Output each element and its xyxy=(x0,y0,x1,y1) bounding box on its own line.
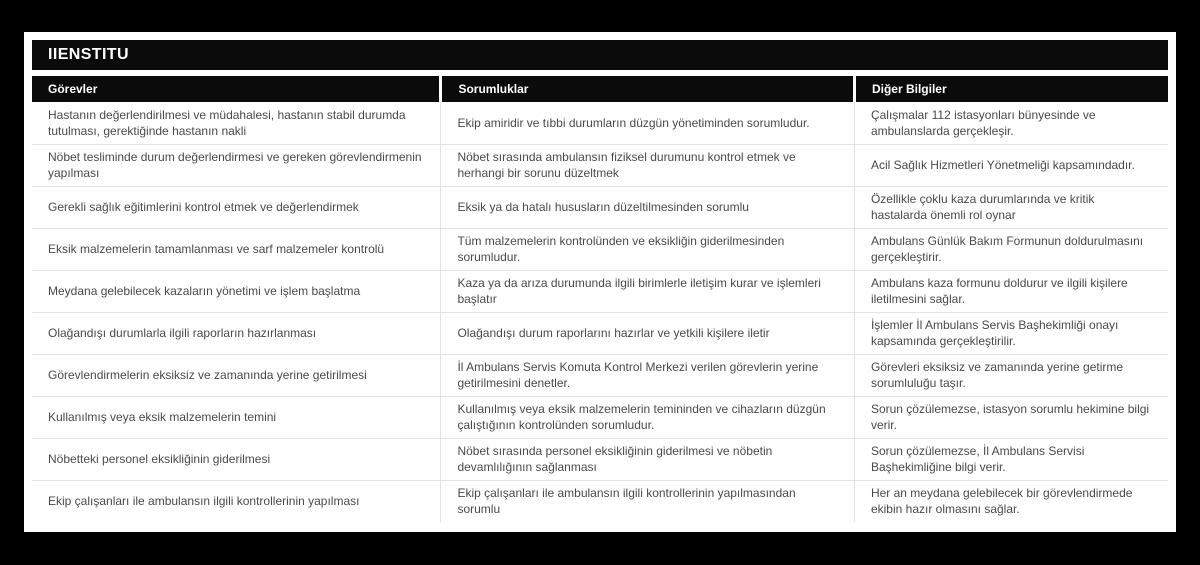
cell-diger-bilgiler: Ambulans Günlük Bakım Formunun doldurulmasını gerçekleştirir. xyxy=(854,228,1168,270)
column-header-gorevler: Görevler xyxy=(32,76,441,102)
table-row xyxy=(32,228,1168,270)
cell-sorumluklar: Nöbet sırasında ambulansın fiziksel durumunu kontrol etmek ve herhangi bir sorunu düzeltmek xyxy=(441,144,855,186)
table-row xyxy=(32,144,1168,186)
window-panel xyxy=(24,32,1176,532)
table-row xyxy=(32,396,1168,438)
app-title-bar xyxy=(32,40,1168,70)
table-row xyxy=(32,102,1168,144)
cell-diger-bilgiler: Sorun çözülemezse, istasyon sorumlu hekimine bilgi verir. xyxy=(854,396,1168,438)
table-row xyxy=(32,186,1168,228)
cell-gorevler: Eksik malzemelerin tamamlanması ve sarf malzemeler kontrolü xyxy=(32,228,441,270)
cell-gorevler: Görevlendirmelerin eksiksiz ve zamanında yerine getirilmesi xyxy=(32,354,441,396)
app-title: IIENSTITU xyxy=(48,46,129,63)
table-row xyxy=(32,438,1168,480)
cell-sorumluklar: Kaza ya da arıza durumunda ilgili birimlerle iletişim kurar ve işlemleri başlatır xyxy=(441,270,855,312)
duties-table xyxy=(32,76,1168,522)
cell-diger-bilgiler: Çalışmalar 112 istasyonları bünyesinde ve ambulanslarda gerçekleşir. xyxy=(854,102,1168,144)
cell-gorevler: Nöbetteki personel eksikliğinin giderilmesi xyxy=(32,438,441,480)
cell-diger-bilgiler: Acil Sağlık Hizmetleri Yönetmeliği kapsamındadır. xyxy=(854,144,1168,186)
column-header-diger-bilgiler: Diğer Bilgiler xyxy=(854,76,1168,102)
cell-gorevler: Nöbet tesliminde durum değerlendirmesi ve gereken görevlendirmenin yapılması xyxy=(32,144,441,186)
cell-gorevler: Gerekli sağlık eğitimlerini kontrol etmek ve değerlendirmek xyxy=(32,186,441,228)
cell-sorumluklar: Ekip çalışanları ile ambulansın ilgili kontrollerinin yapılmasından sorumlu xyxy=(441,480,855,522)
cell-sorumluklar: Tüm malzemelerin kontrolünden ve eksikliğin giderilmesinden sorumludur. xyxy=(441,228,855,270)
table-header-row xyxy=(32,76,1168,102)
table-row xyxy=(32,354,1168,396)
cell-sorumluklar: Nöbet sırasında personel eksikliğinin giderilmesi ve nöbetin devamlılığının sağlanması xyxy=(441,438,855,480)
cell-diger-bilgiler: Her an meydana gelebilecek bir görevlendirmede ekibin hazır olmasını sağlar. xyxy=(854,480,1168,522)
cell-gorevler: Kullanılmış veya eksik malzemelerin temini xyxy=(32,396,441,438)
cell-sorumluklar: Olağandışı durum raporlarını hazırlar ve yetkili kişilere iletir xyxy=(441,312,855,354)
cell-sorumluklar: Eksik ya da hatalı hususların düzeltilmesinden sorumlu xyxy=(441,186,855,228)
cell-gorevler: Hastanın değerlendirilmesi ve müdahalesi, hastanın stabil durumda tutulması, gerektiğinde hastanın nakli xyxy=(32,102,441,144)
cell-sorumluklar: Kullanılmış veya eksik malzemelerin temininden ve cihazların düzgün çalıştığının kontrolünden sorumludur. xyxy=(441,396,855,438)
table-row xyxy=(32,270,1168,312)
cell-diger-bilgiler: Özellikle çoklu kaza durumlarında ve kritik hastalarda önemli rol oynar xyxy=(854,186,1168,228)
cell-sorumluklar: Ekip amiridir ve tıbbi durumların düzgün yönetiminden sorumludur. xyxy=(441,102,855,144)
table-row xyxy=(32,312,1168,354)
cell-diger-bilgiler: Ambulans kaza formunu doldurur ve ilgili kişilere iletilmesini sağlar. xyxy=(854,270,1168,312)
cell-diger-bilgiler: Görevleri eksiksiz ve zamanında yerine getirme sorumluluğu taşır. xyxy=(854,354,1168,396)
cell-diger-bilgiler: İşlemler İl Ambulans Servis Başhekimliği onayı kapsamında gerçekleştirilir. xyxy=(854,312,1168,354)
cell-gorevler: Olağandışı durumlarla ilgili raporların hazırlanması xyxy=(32,312,441,354)
cell-sorumluklar: İl Ambulans Servis Komuta Kontrol Merkezi verilen görevlerin yerine getirilmesini denetler. xyxy=(441,354,855,396)
cell-diger-bilgiler: Sorun çözülemezse, İl Ambulans Servisi Başhekimliğine bilgi verir. xyxy=(854,438,1168,480)
cell-gorevler: Meydana gelebilecek kazaların yönetimi ve işlem başlatma xyxy=(32,270,441,312)
table-row xyxy=(32,480,1168,522)
cell-gorevler: Ekip çalışanları ile ambulansın ilgili kontrollerinin yapılması xyxy=(32,480,441,522)
column-header-sorumluklar: Sorumluklar xyxy=(441,76,855,102)
